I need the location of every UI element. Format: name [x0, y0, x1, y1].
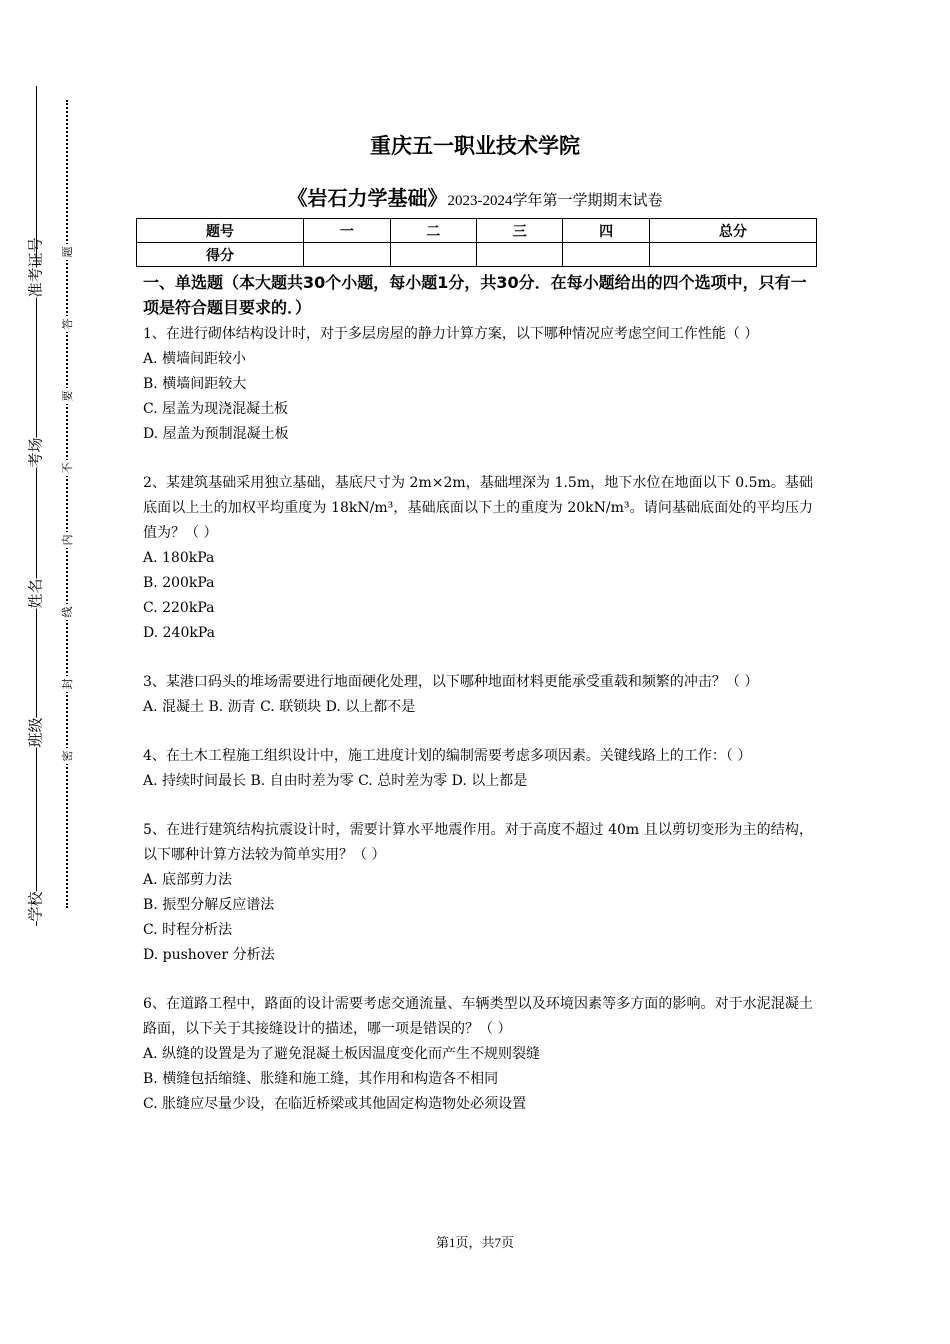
question-option: C. 屋盖为现浇混凝土板: [143, 401, 289, 417]
question-option: A. 混凝土 B. 沥青 C. 联锁块 D. 以上都不是: [143, 699, 416, 715]
seal-char: 封: [59, 676, 75, 692]
question-option: A. 底部剪力法: [143, 872, 233, 888]
margin-label-exam-number: 准考证号: [26, 237, 45, 298]
score-table-cell: 题号: [137, 219, 304, 243]
score-input-cell: [304, 243, 390, 267]
score-input-cell: [563, 243, 649, 267]
question: [143, 471, 813, 646]
score-input-cell: [476, 243, 562, 267]
score-table-cell: 三: [476, 219, 562, 243]
score-table: [136, 218, 817, 267]
school-title: 重庆五一职业技术学院: [370, 134, 580, 158]
question-text: 6、在道路工程中，路面的设计需要考虑交通流量、车辆类型以及环境因素等多方面的影响。对于水泥混凝土路面，以下关于其接缝设计的描述，哪一项是错误的？（ ）: [143, 996, 813, 1037]
margin-label-class: 班级: [26, 717, 45, 748]
score-input-cell: [649, 243, 816, 267]
binding-line: [36, 86, 37, 926]
question-option: B. 横缝包括缩缝、胀缝和施工缝，其作用和构造各不相同: [143, 1071, 499, 1087]
score-table-cell: 得分: [137, 243, 304, 267]
exam-term: 2023-2024学年第一学期期末试卷: [447, 193, 663, 209]
exam-subtitle: [0, 182, 950, 211]
question-text: 3、某港口码头的堆场需要进行地面硬化处理，以下哪种地面材料更能承受重载和频繁的冲击？（ ）: [143, 674, 759, 690]
question: [143, 744, 813, 794]
question: [143, 322, 813, 447]
question-option: A. 180kPa: [143, 550, 215, 566]
question-option: C. 时程分析法: [143, 922, 233, 938]
seal-char: 内: [59, 532, 75, 548]
seal-char: 题: [59, 244, 75, 260]
question-option: D. pushover 分析法: [143, 947, 275, 963]
score-table-cell: 一: [304, 219, 390, 243]
question: [143, 818, 813, 968]
question-text: 1、在进行砌体结构设计时，对于多层房屋的静力计算方案，以下哪种情况应考虑空间工作性能（ ）: [143, 326, 759, 342]
seal-char: 要: [59, 388, 75, 404]
question-text: 2、某建筑基础采用独立基础，基底尺寸为 2m×2m，基础埋深为 1.5m，地下水位在地面以下 0.5m。基础底面以上土的加权平均重度为 18kN/m³，基础底面以下土的重度为 20kN/m³。请问基础底面处的平均压力值为？（ ）: [143, 475, 813, 541]
score-table-cell: 四: [563, 219, 649, 243]
question-text: 5、在进行建筑结构抗震设计时，需要计算水平地震作用。对于高度不超过 40m 且以剪切变形为主的结构，以下哪种计算方法较为简单实用？（ ）: [143, 822, 813, 863]
score-input-cell: [390, 243, 476, 267]
score-table-score-row: [137, 243, 817, 267]
question: [143, 992, 813, 1117]
seal-char: 线: [59, 604, 75, 620]
question-option: B. 200kPa: [143, 575, 215, 591]
seal-char: 不: [59, 460, 75, 476]
course-name: 《岩石力学基础》: [287, 186, 448, 210]
score-table-cell: 总分: [649, 219, 816, 243]
margin-label-exam-room: 考场: [26, 437, 45, 468]
seal-dotted-line: [66, 100, 68, 908]
question: [143, 670, 813, 720]
question-option: A. 持续时间最长 B. 自由时差为零 C. 总时差为零 D. 以上都是: [143, 773, 528, 789]
question-option: A. 横墙间距较小: [143, 351, 247, 367]
section-title: 一、单选题（本大题共30个小题，每小题1分，共30分．在每小题给出的四个选项中，只有一项是符合题目要求的．）: [143, 273, 807, 317]
exam-content: [143, 270, 813, 1117]
question-option: C. 胀缝应尽量少设，在临近桥梁或其他固定构造物处必须设置: [143, 1096, 527, 1112]
question-option: D. 屋盖为预制混凝土板: [143, 426, 289, 442]
question-text: 4、在土木工程施工组织设计中，施工进度计划的编制需要考虑多项因素。关键线路上的工作：（ ）: [143, 748, 752, 764]
question-option: B. 横墙间距较大: [143, 376, 247, 392]
question-option: A. 纵缝的设置是为了避免混凝土板因温度变化而产生不规则裂缝: [143, 1046, 541, 1062]
question-option: B. 振型分解反应谱法: [143, 897, 275, 913]
score-table-header-row: [137, 219, 817, 243]
question-option: C. 220kPa: [143, 600, 215, 616]
question-option: D. 240kPa: [143, 625, 215, 641]
seal-char: 答: [59, 316, 75, 332]
page-number: 第1页，共7页: [435, 1235, 514, 1250]
seal-char: 密: [59, 748, 75, 764]
score-table-cell: 二: [390, 219, 476, 243]
margin-label-name: 姓名: [26, 578, 45, 609]
margin-label-school: 学校: [26, 891, 45, 922]
